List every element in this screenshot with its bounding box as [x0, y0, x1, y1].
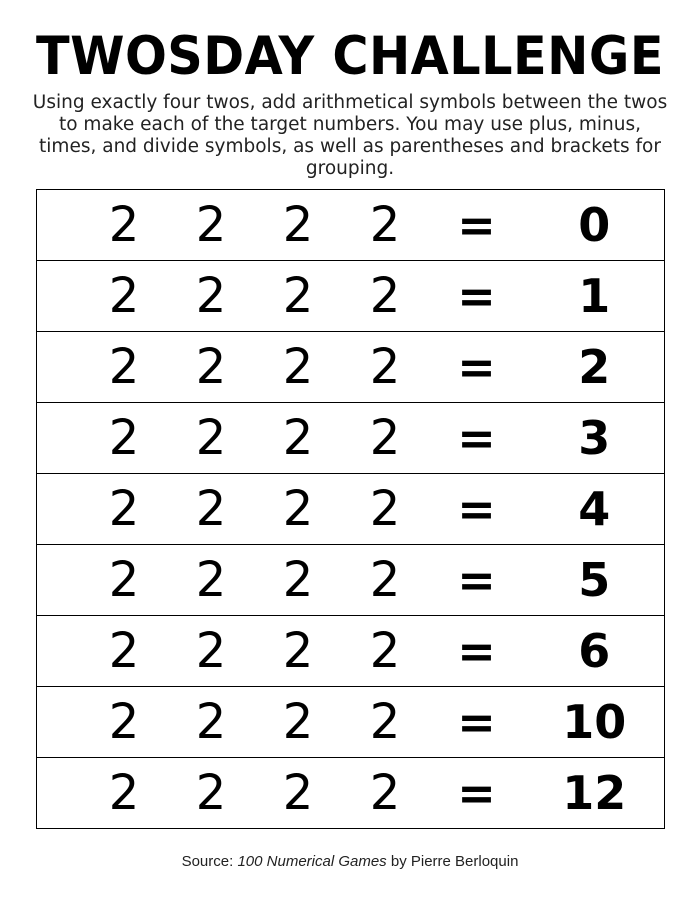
equals-sign: =	[429, 261, 525, 332]
two-digit: 2	[81, 474, 168, 545]
two-digit: 2	[342, 687, 429, 758]
puzzle-row	[37, 261, 665, 332]
two-digit: 2	[168, 758, 255, 829]
two-digit: 2	[255, 261, 342, 332]
two-digit: 2	[342, 190, 429, 261]
target-number: 5	[525, 545, 665, 616]
row-spacer	[37, 261, 81, 332]
equals-sign: =	[429, 545, 525, 616]
two-digit: 2	[342, 332, 429, 403]
puzzle-row	[37, 687, 665, 758]
row-spacer	[37, 403, 81, 474]
row-spacer	[37, 616, 81, 687]
two-digit: 2	[168, 403, 255, 474]
two-digit: 2	[81, 687, 168, 758]
puzzle-row	[37, 758, 665, 829]
two-digit: 2	[168, 687, 255, 758]
row-spacer	[37, 332, 81, 403]
target-number: 3	[525, 403, 665, 474]
source-prefix: Source:	[181, 853, 238, 870]
two-digit: 2	[255, 190, 342, 261]
two-digit: 2	[342, 616, 429, 687]
row-spacer	[37, 545, 81, 616]
two-digit: 2	[168, 616, 255, 687]
row-spacer	[37, 474, 81, 545]
two-digit: 2	[342, 545, 429, 616]
instructions-text: Using exactly four twos, add arithmetical symbols between the twos to make each of the target numbers. You may use plus, minus, times, and divide symbols, as well as parentheses and brackets for grouping.	[32, 92, 668, 179]
target-number: 0	[525, 190, 665, 261]
row-spacer	[37, 190, 81, 261]
page-title: TWOSDAY CHALLENGE	[36, 26, 664, 87]
target-number: 1	[525, 261, 665, 332]
equals-sign: =	[429, 616, 525, 687]
two-digit: 2	[81, 332, 168, 403]
puzzle-row	[37, 190, 665, 261]
target-number: 12	[525, 758, 665, 829]
two-digit: 2	[255, 616, 342, 687]
two-digit: 2	[255, 332, 342, 403]
two-digit: 2	[81, 758, 168, 829]
puzzle-row	[37, 545, 665, 616]
two-digit: 2	[168, 332, 255, 403]
two-digit: 2	[81, 616, 168, 687]
two-digit: 2	[255, 545, 342, 616]
two-digit: 2	[81, 190, 168, 261]
equals-sign: =	[429, 687, 525, 758]
two-digit: 2	[168, 545, 255, 616]
source-suffix: by Pierre Berloquin	[386, 853, 519, 870]
two-digit: 2	[81, 261, 168, 332]
two-digit: 2	[168, 261, 255, 332]
target-number: 6	[525, 616, 665, 687]
puzzle-row	[37, 474, 665, 545]
equals-sign: =	[429, 758, 525, 829]
puzzle-table	[36, 189, 665, 829]
equals-sign: =	[429, 403, 525, 474]
two-digit: 2	[342, 261, 429, 332]
two-digit: 2	[342, 474, 429, 545]
row-spacer	[37, 687, 81, 758]
two-digit: 2	[81, 403, 168, 474]
target-number: 10	[525, 687, 665, 758]
equals-sign: =	[429, 474, 525, 545]
equals-sign: =	[429, 190, 525, 261]
puzzle-row	[37, 332, 665, 403]
two-digit: 2	[168, 474, 255, 545]
source-credit	[0, 852, 700, 872]
two-digit: 2	[255, 474, 342, 545]
two-digit: 2	[81, 545, 168, 616]
two-digit: 2	[342, 758, 429, 829]
puzzle-row	[37, 403, 665, 474]
two-digit: 2	[255, 687, 342, 758]
row-spacer	[37, 758, 81, 829]
two-digit: 2	[168, 190, 255, 261]
two-digit: 2	[255, 403, 342, 474]
target-number: 4	[525, 474, 665, 545]
puzzle-row	[37, 616, 665, 687]
equals-sign: =	[429, 332, 525, 403]
target-number: 2	[525, 332, 665, 403]
source-book-title: 100 Numerical Games	[237, 853, 387, 870]
two-digit: 2	[342, 403, 429, 474]
two-digit: 2	[255, 758, 342, 829]
